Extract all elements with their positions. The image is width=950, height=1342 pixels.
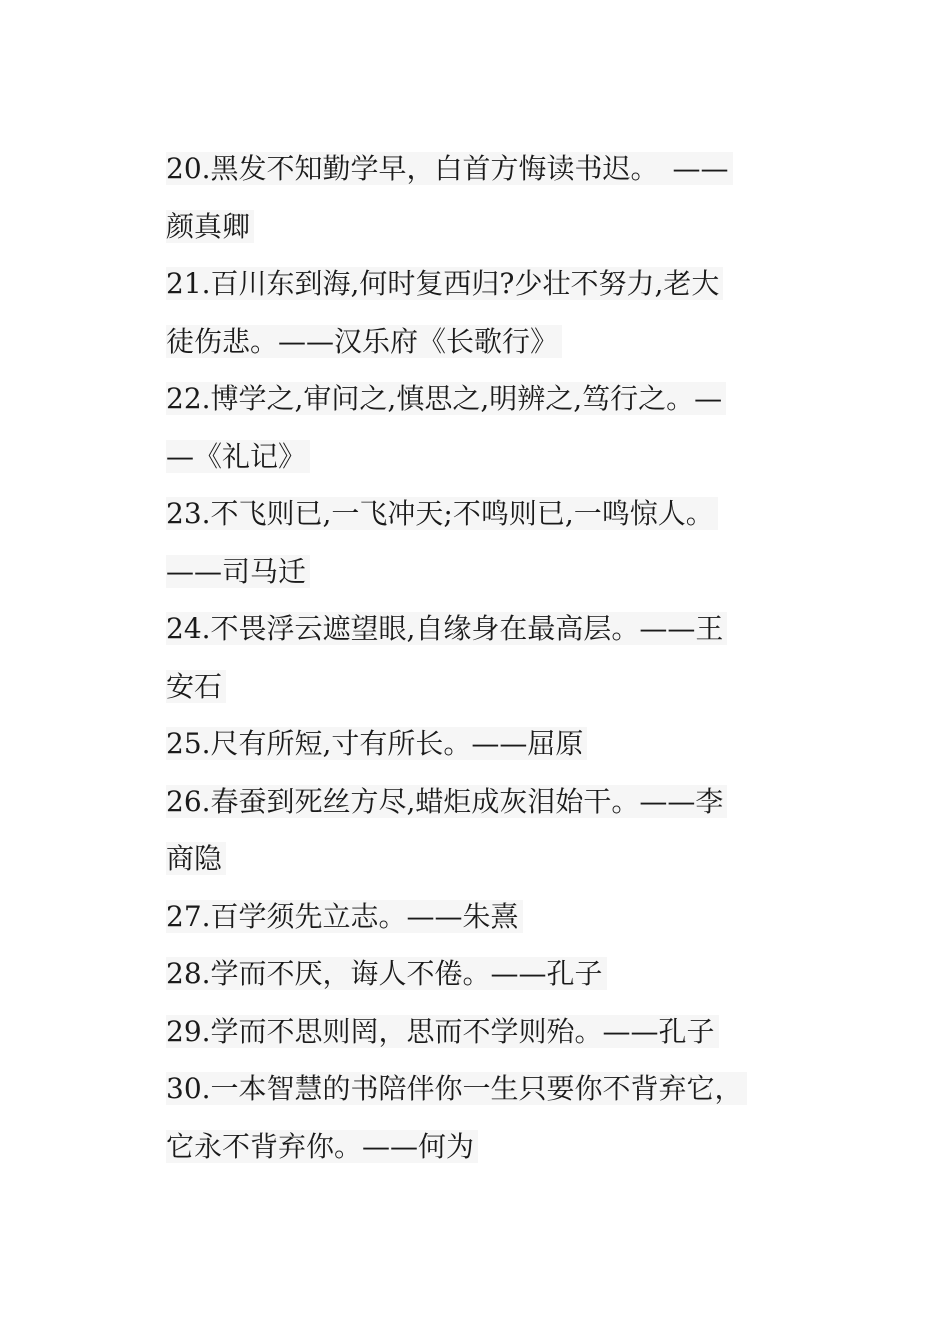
quote-line <box>166 600 786 658</box>
quote-text: 29.学而不思则罔，思而不学则殆。——孔子 <box>166 1015 719 1048</box>
quote-item-27 <box>166 888 786 946</box>
quote-text: 颜真卿 <box>166 210 254 243</box>
quote-line <box>166 428 786 486</box>
quote-line <box>166 485 786 543</box>
quote-item-28 <box>166 945 786 1003</box>
quote-text: 24.不畏浮云遮望眼,自缘身在最高层。——王 <box>166 612 727 645</box>
quote-text: 商隐 <box>166 842 226 875</box>
quote-text: 26.春蚕到死丝方尽,蜡炬成灰泪始干。——李 <box>166 785 727 818</box>
quote-text: 徒伤悲。——汉乐府《长歌行》 <box>166 325 562 358</box>
quote-item-26 <box>166 773 786 888</box>
quote-line <box>166 1060 786 1118</box>
quote-line <box>166 370 786 428</box>
quote-line <box>166 198 786 256</box>
quote-line <box>166 140 786 198</box>
quote-item-22 <box>166 370 786 485</box>
quote-text: 20.黑发不知勤学早，白首方悔读书迟。 —— <box>166 152 733 185</box>
quote-line <box>166 255 786 313</box>
quote-text: 安石 <box>166 670 226 703</box>
quote-item-20 <box>166 140 786 255</box>
quote-line <box>166 830 786 888</box>
quote-line <box>166 1003 786 1061</box>
quote-item-29 <box>166 1003 786 1061</box>
quote-list <box>166 140 786 1175</box>
quote-line <box>166 658 786 716</box>
quote-text: —《礼记》 <box>166 440 310 473</box>
quote-text: ——司马迁 <box>166 555 310 588</box>
quote-item-25 <box>166 715 786 773</box>
quote-item-30 <box>166 1060 786 1175</box>
quote-text: 30.一本智慧的书陪伴你一生只要你不背弃它， <box>166 1072 747 1105</box>
quote-text: 27.百学须先立志。——朱熹 <box>166 900 523 933</box>
quote-line <box>166 543 786 601</box>
quote-text: 23.不飞则已,一飞冲天;不鸣则已,一鸣惊人。 <box>166 497 718 530</box>
quote-item-21 <box>166 255 786 370</box>
quote-text: 22.博学之,审问之,慎思之,明辨之,笃行之。— <box>166 382 726 415</box>
quote-line <box>166 888 786 946</box>
quote-line <box>166 313 786 371</box>
quote-text: 25.尺有所短,寸有所长。——屈原 <box>166 727 587 760</box>
quote-text: 21.百川东到海,何时复西归?少壮不努力,老大 <box>166 267 723 300</box>
quote-line <box>166 1118 786 1176</box>
quote-text: 它永不背弃你。——何为 <box>166 1130 478 1163</box>
quote-text: 28.学而不厌，诲人不倦。——孔子 <box>166 957 607 990</box>
quote-line <box>166 715 786 773</box>
quote-line <box>166 945 786 1003</box>
quote-item-23 <box>166 485 786 600</box>
quote-line <box>166 773 786 831</box>
quote-item-24 <box>166 600 786 715</box>
